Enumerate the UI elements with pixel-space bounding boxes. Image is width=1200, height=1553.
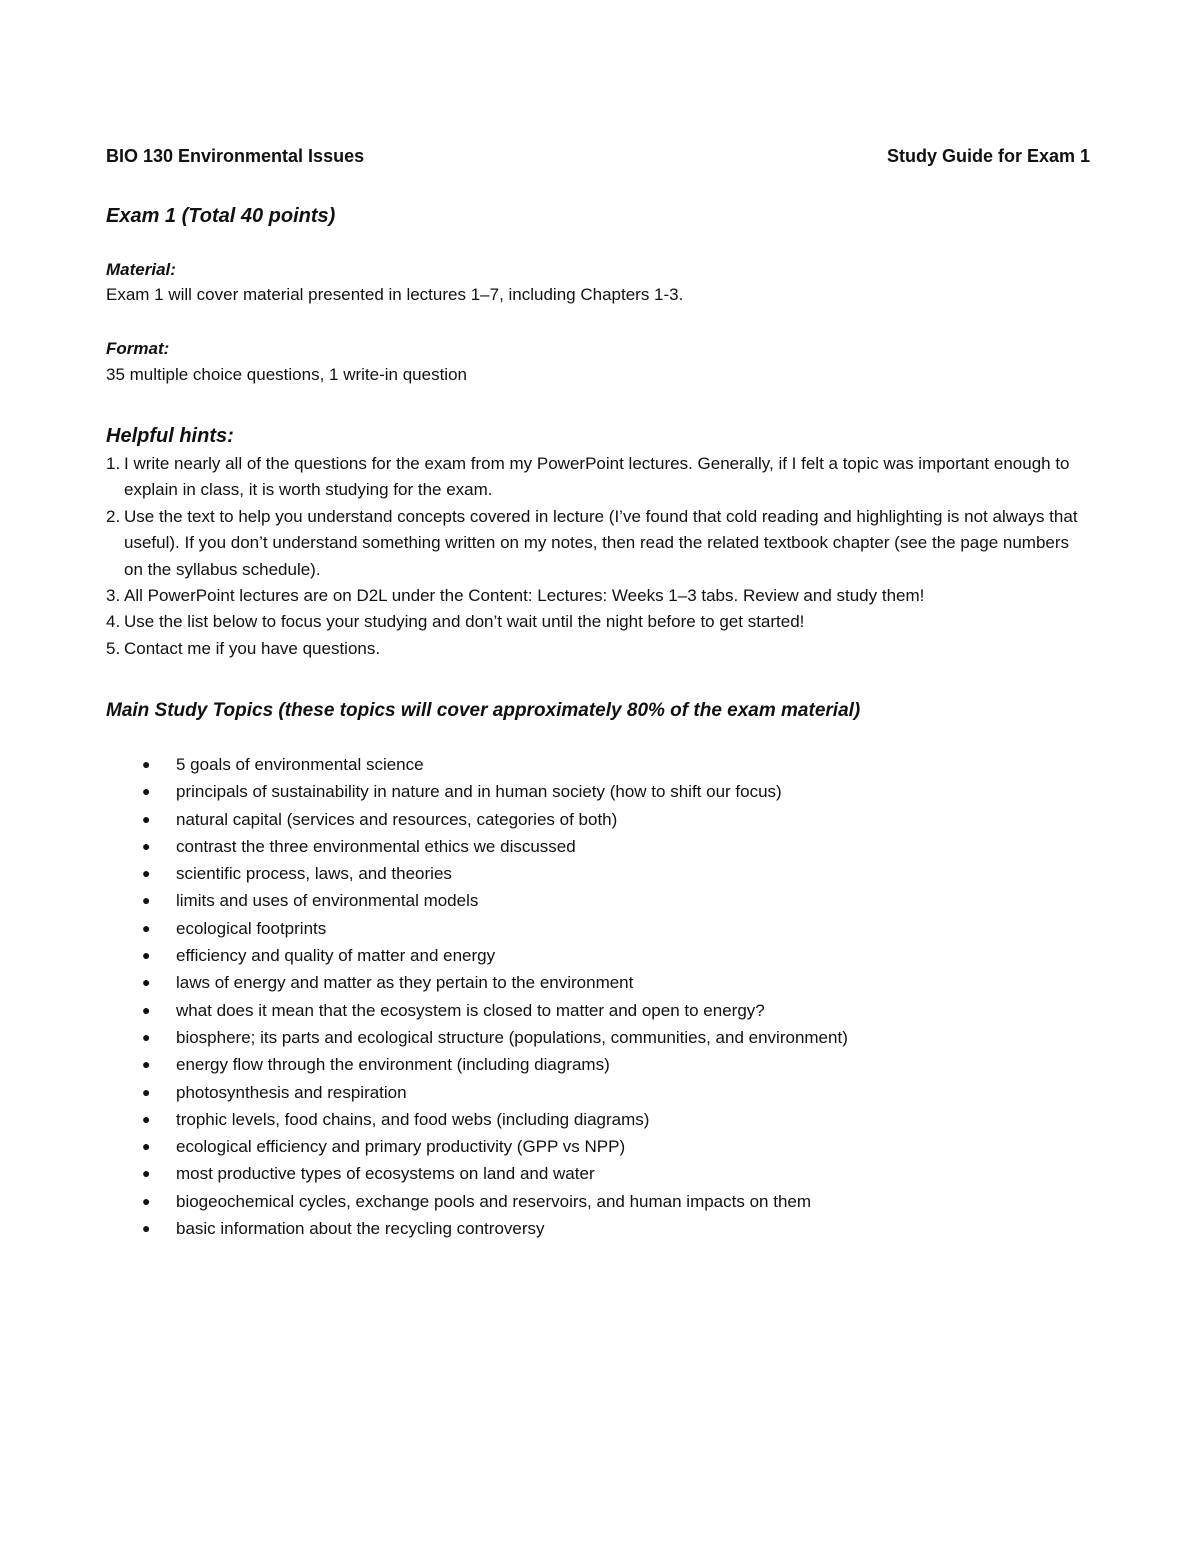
bullet-icon: ●	[142, 1083, 151, 1100]
topics-heading-note: these topics will cover approximately 80% of the exam material	[284, 700, 854, 721]
topics-list	[106, 751, 1090, 1242]
topic-item	[106, 1215, 1090, 1242]
bullet-icon: ●	[142, 1001, 151, 1018]
topics-heading	[106, 698, 860, 724]
topic-item	[106, 806, 1090, 833]
hint-item	[106, 583, 1090, 609]
hint-item	[106, 636, 1090, 662]
bullet-icon: ●	[142, 947, 151, 964]
bullet-icon: ●	[142, 837, 151, 854]
hint-number: 2.	[106, 506, 121, 526]
topic-text: principals of sustainability in nature and in human society (how to shift our focus)	[176, 782, 782, 802]
topic-text: photosynthesis and respiration	[176, 1082, 407, 1102]
topic-text: trophic levels, food chains, and food webs (including diagrams)	[176, 1109, 650, 1129]
topic-text: limits and uses of environmental models	[176, 891, 479, 911]
exam-heading: Exam 1 (Total 40 points)	[106, 205, 336, 227]
topic-item	[106, 1079, 1090, 1106]
topic-text: laws of energy and matter as they pertain to the environment	[176, 973, 634, 993]
topic-item	[106, 1106, 1090, 1133]
material-text: Exam 1 will cover material presented in lectures 1–7, including Chapters 1-3.	[106, 285, 684, 304]
bullet-icon: ●	[142, 1110, 151, 1127]
topic-item	[106, 1133, 1090, 1160]
document-title: Study Guide for Exam 1	[886, 146, 1090, 166]
topic-item	[106, 997, 1090, 1024]
hint-number: 5.	[106, 638, 121, 658]
topic-text: natural capital (services and resources, categories of both)	[176, 809, 618, 829]
topic-text: biogeochemical cycles, exchange pools and reservoirs, and human impacts on them	[176, 1191, 812, 1211]
topic-text: ecological footprints	[176, 918, 327, 938]
topic-item	[106, 887, 1090, 914]
topic-text: most productive types of ecosystems on land and water	[176, 1164, 595, 1184]
topic-text: efficiency and quality of matter and energy	[176, 946, 496, 966]
bullet-icon: ●	[142, 1192, 151, 1209]
topic-item	[106, 1188, 1090, 1215]
format-text: 35 multiple choice questions, 1 write-in question	[106, 365, 467, 384]
topic-text: scientific process, laws, and theories	[176, 864, 452, 884]
topic-item	[106, 915, 1090, 942]
hint-text: All PowerPoint lectures are on D2L under the Content: Lectures: Weeks 1–3 tabs. Review and study them!	[124, 586, 925, 606]
bullet-icon: ●	[142, 1165, 151, 1182]
topics-heading-main: Main Study Topics	[106, 700, 274, 721]
hint-text: I write nearly all of the questions for the exam from my PowerPoint lectures. Generally, if I felt a topic was important enough to explain in class, it is worth studying for the exam.	[124, 454, 1070, 500]
bullet-icon: ●	[142, 974, 151, 991]
topic-item	[106, 969, 1090, 996]
format-label: Format:	[106, 339, 170, 358]
material-label: Material:	[106, 260, 176, 279]
hint-text: Use the list below to focus your studying and don’t wait until the night before to get started!	[124, 612, 805, 632]
topic-text: basic information about the recycling controversy	[176, 1219, 545, 1239]
hint-text: Contact me if you have questions.	[124, 638, 381, 658]
topic-text: contrast the three environmental ethics we discussed	[176, 836, 576, 856]
bullet-icon: ●	[142, 1028, 151, 1045]
bullet-icon: ●	[142, 810, 151, 827]
hint-item	[106, 451, 1090, 504]
topic-item	[106, 778, 1090, 805]
topic-item	[106, 751, 1090, 778]
topic-text: 5 goals of environmental science	[176, 755, 424, 774]
bullet-icon: ●	[142, 1056, 151, 1073]
bullet-icon: ●	[142, 1220, 151, 1237]
bullet-icon: ●	[142, 1138, 151, 1155]
hints-heading: Helpful hints:	[106, 425, 234, 447]
hints-list	[106, 451, 1090, 662]
topic-item	[106, 860, 1090, 887]
bullet-icon: ●	[142, 756, 151, 772]
bullet-icon: ●	[142, 783, 151, 800]
hint-number: 3.	[106, 586, 121, 606]
topic-item	[106, 942, 1090, 969]
bullet-icon: ●	[142, 865, 151, 882]
topics-heading-open: (	[273, 700, 285, 721]
topic-item	[106, 1160, 1090, 1187]
hint-item	[106, 504, 1090, 583]
topics-heading-close: )	[853, 700, 861, 721]
bullet-icon: ●	[142, 919, 151, 936]
hint-number: 1.	[106, 454, 121, 473]
topic-item	[106, 1051, 1090, 1078]
course-title: BIO 130 Environmental Issues	[106, 146, 365, 166]
topic-text: energy flow through the environment (including diagrams)	[176, 1055, 610, 1075]
bullet-icon: ●	[142, 892, 151, 909]
topic-text: ecological efficiency and primary productivity (GPP vs NPP)	[176, 1137, 626, 1157]
topic-text: what does it mean that the ecosystem is closed to matter and open to energy?	[176, 1000, 765, 1020]
hint-item	[106, 609, 1090, 635]
topic-text: biosphere; its parts and ecological structure (populations, communities, and environment)	[176, 1027, 848, 1047]
topic-item	[106, 1024, 1090, 1051]
hint-text: Use the text to help you understand concepts covered in lecture (I’ve found that cold reading and highlighting is not always that useful). If you don’t understand something written on my notes, then read the related textbook chapter (see the page numbers on the syllabus schedule).	[124, 506, 1078, 579]
hint-number: 4.	[106, 612, 121, 632]
topic-item	[106, 833, 1090, 860]
